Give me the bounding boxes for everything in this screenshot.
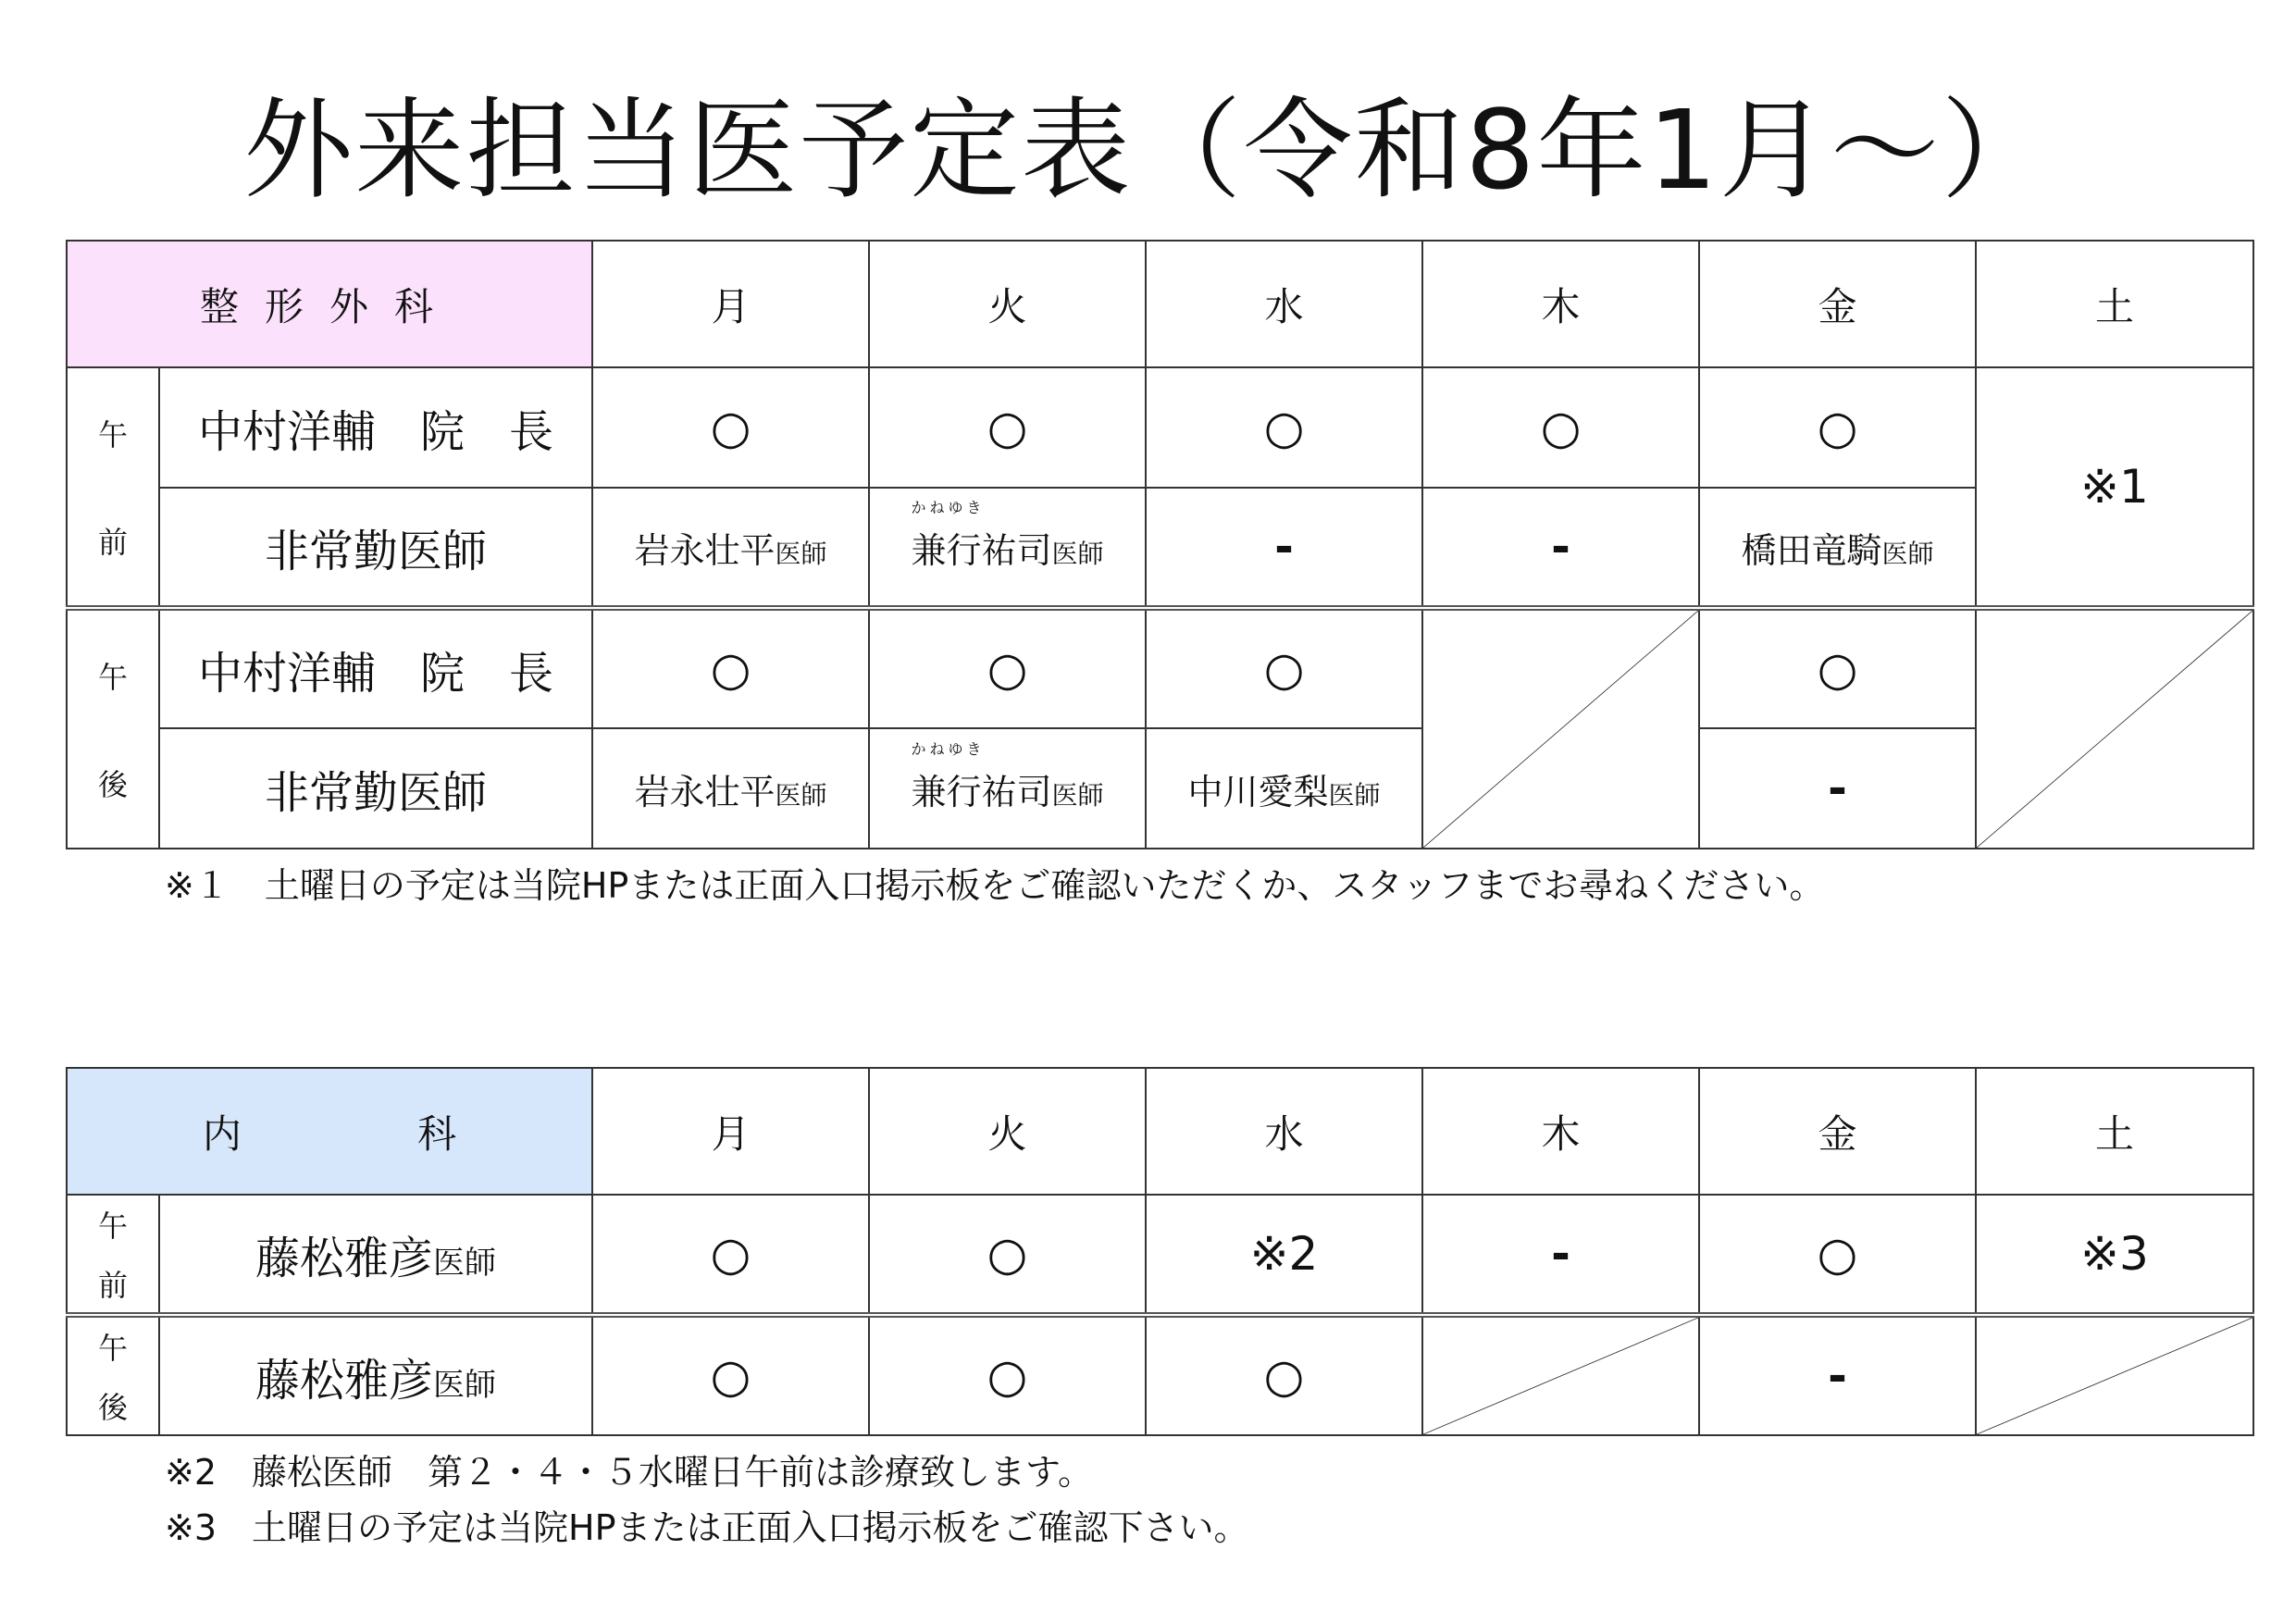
am-label-top: 午 — [97, 417, 128, 452]
day-header-fri: 金 — [1699, 1068, 1976, 1195]
doctor-name: 橋田竜騎 — [1741, 529, 1882, 571]
schedule-cell: ○ — [1699, 608, 1976, 728]
schedule-cell: ○ — [592, 1195, 869, 1315]
schedule-cell: ○ — [869, 608, 1146, 728]
part-time-label: 非常勤医師 — [159, 728, 592, 849]
director-name: 中村洋輔 院 長 — [159, 367, 592, 488]
closed-slash — [1423, 611, 1698, 848]
day-header-thu: 木 — [1422, 241, 1699, 367]
doctor-suffix: 医師 — [433, 1366, 496, 1404]
schedule-cell: ○ — [1422, 367, 1699, 488]
note-2: ※2 藤松医師 第２・４・５水曜日午前は診療致します。 — [165, 1452, 1093, 1493]
doctor-suffix: 医師 — [1051, 779, 1104, 811]
schedule-cell: ○ — [869, 1195, 1146, 1315]
am-label — [67, 1195, 159, 1315]
department-name-part-b: 科 — [417, 1110, 457, 1157]
schedule-cell: ○ — [592, 367, 869, 488]
saturday-note-ref: ※1 — [1976, 367, 2253, 608]
day-header-sat: 土 — [1976, 241, 2253, 367]
doctor-cell — [159, 1195, 592, 1315]
closed-slash — [1977, 1318, 2253, 1434]
pm-label-top: 午 — [97, 660, 128, 695]
schedule-cell — [592, 488, 869, 608]
doctor-name: 藤松雅彦 — [254, 1354, 433, 1407]
schedule-cell — [1146, 728, 1422, 849]
schedule-cell — [1699, 488, 1976, 608]
schedule-cell: - — [1422, 1195, 1699, 1315]
schedule-cell: ○ — [869, 1315, 1146, 1435]
pm-label-top: 午 — [97, 1331, 128, 1366]
closed-slash — [1977, 611, 2253, 848]
schedule-cell: ※3 — [1976, 1195, 2253, 1315]
closed-cell — [1422, 1315, 1699, 1435]
doctor-name: 岩永壮平 — [634, 529, 776, 571]
day-header-wed: 水 — [1146, 241, 1422, 367]
department-name: 整形外科 — [200, 283, 460, 329]
schedule-cell — [592, 728, 869, 849]
day-header-sat: 土 — [1976, 1068, 2253, 1195]
doctor-name: 中川愛梨 — [1187, 771, 1329, 812]
doctor-cell — [159, 1315, 592, 1435]
note-3: ※3 土曜日の予定は当院HPまたは正面入口掲示板をご確認下さい。 — [165, 1507, 1249, 1548]
doctor-suffix: 医師 — [433, 1244, 496, 1282]
schedule-cell — [869, 728, 1146, 849]
schedule-cell: ○ — [1146, 608, 1422, 728]
closed-slash — [1423, 1318, 1698, 1434]
name-reading: かねゆき — [911, 498, 986, 516]
schedule-cell: - — [1422, 488, 1699, 608]
name-reading: かねゆき — [911, 739, 986, 758]
doctor-name: 藤松雅彦 — [254, 1232, 433, 1284]
day-header-wed: 水 — [1146, 1068, 1422, 1195]
doctor-suffix: 医師 — [775, 779, 827, 811]
department-name-part-a: 内 — [202, 1110, 242, 1157]
director-name: 中村洋輔 院 長 — [159, 608, 592, 728]
am-label-bottom: 前 — [97, 525, 128, 560]
department-header-orthopedics — [67, 241, 592, 367]
schedule-cell: - — [1146, 488, 1422, 608]
schedule-cell: - — [1699, 728, 1976, 849]
schedule-cell: ○ — [592, 1315, 869, 1435]
closed-cell — [1422, 608, 1699, 849]
am-label-bottom: 前 — [97, 1268, 128, 1303]
internal-medicine-schedule-table — [66, 1067, 2254, 1436]
pm-label-bottom: 後 — [97, 1390, 128, 1425]
schedule-cell: ○ — [869, 367, 1146, 488]
schedule-cell: ○ — [1699, 1195, 1976, 1315]
doctor-name: 兼行祐司 — [911, 771, 1052, 812]
part-time-label: 非常勤医師 — [159, 488, 592, 608]
schedule-cell: ※2 — [1146, 1195, 1422, 1315]
day-header-tue: 火 — [869, 241, 1146, 367]
schedule-cell: ○ — [1146, 367, 1422, 488]
page-title: 外来担当医予定表（令和8年1月〜） — [243, 86, 2053, 214]
closed-cell — [1976, 608, 2253, 849]
schedule-cell: - — [1699, 1315, 1976, 1435]
doctor-suffix: 医師 — [775, 538, 827, 569]
pm-label-bottom: 後 — [97, 767, 128, 802]
doctor-suffix: 医師 — [1881, 538, 1934, 569]
day-header-fri: 金 — [1699, 241, 1976, 367]
am-label-top: 午 — [97, 1209, 128, 1244]
doctor-name: 岩永壮平 — [634, 771, 776, 812]
doctor-name: 兼行祐司 — [911, 529, 1052, 571]
schedule-cell — [869, 488, 1146, 608]
schedule-cell: ○ — [1146, 1315, 1422, 1435]
day-header-thu: 木 — [1422, 1068, 1699, 1195]
orthopedics-schedule-table — [66, 240, 2254, 849]
closed-cell — [1976, 1315, 2253, 1435]
doctor-suffix: 医師 — [1051, 538, 1104, 569]
doctor-suffix: 医師 — [1328, 779, 1381, 811]
am-label — [67, 367, 159, 608]
pm-label — [67, 608, 159, 849]
note-1: ※１ 土曜日の予定は当院HPまたは正面入口掲示板をご確認いただくか、スタッフまでお尋ねください。 — [165, 865, 1825, 906]
day-header-mon: 月 — [592, 241, 869, 367]
schedule-cell: ○ — [1699, 367, 1976, 488]
department-header-internal — [67, 1068, 592, 1195]
schedule-cell: ○ — [592, 608, 869, 728]
day-header-tue: 火 — [869, 1068, 1146, 1195]
day-header-mon: 月 — [592, 1068, 869, 1195]
pm-label — [67, 1315, 159, 1435]
